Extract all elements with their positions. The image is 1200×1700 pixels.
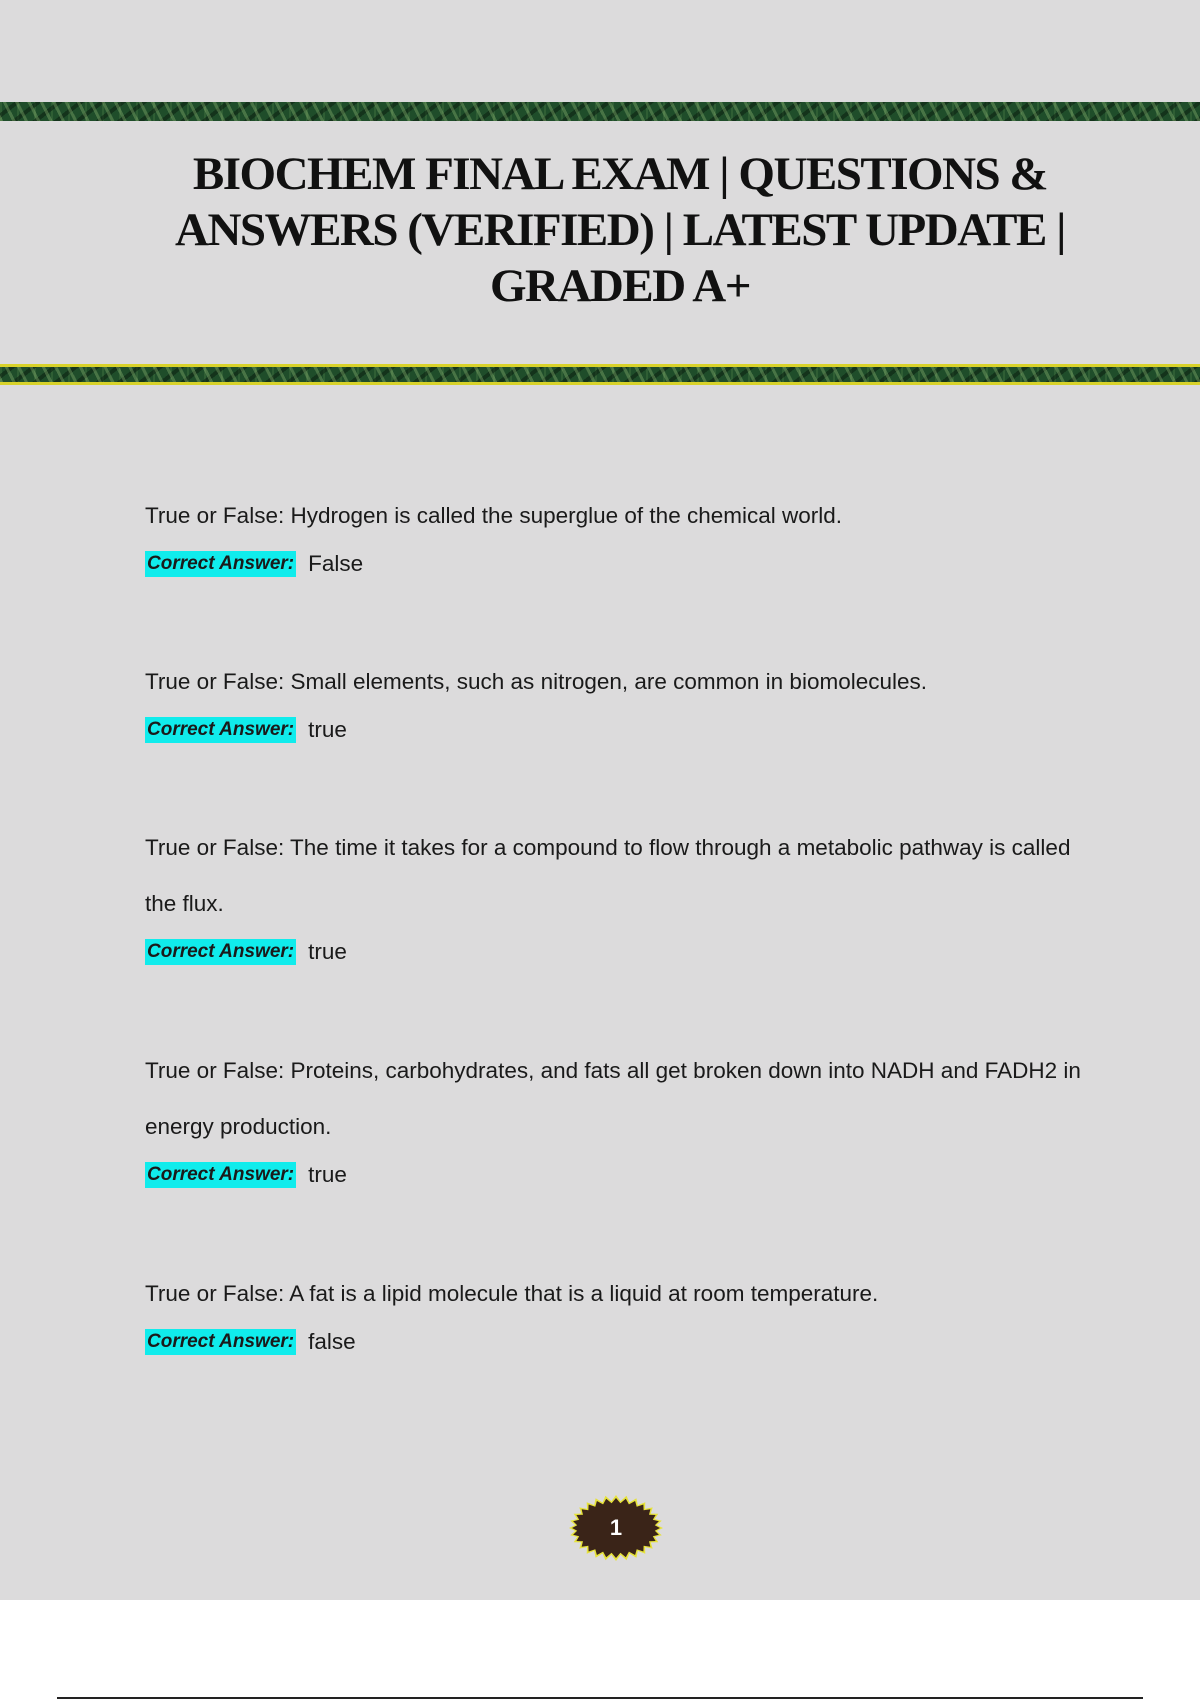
bottom-decorative-band bbox=[0, 364, 1200, 385]
answer-value: False bbox=[308, 551, 364, 576]
question-text: True or False: Small elements, such as nitrogen, are common in biomolecules. bbox=[145, 669, 928, 694]
document-title: BIOCHEM FINAL EXAM | QUESTIONS & ANSWERS (VERIFIED) | LATEST UPDATE | GRADED A+ bbox=[175, 148, 1065, 312]
correct-answer-label: Correct Answer: bbox=[145, 939, 296, 965]
question-text: True or False: A fat is a lipid molecule that is a liquid at room temperature. bbox=[145, 1281, 879, 1306]
correct-answer-label: Correct Answer: bbox=[145, 717, 296, 743]
page-number-badge bbox=[568, 1494, 664, 1562]
question-text: True or False: Hydrogen is called the superglue of the chemical world. bbox=[145, 503, 843, 528]
answer-row bbox=[145, 1155, 1095, 1195]
correct-answer-label: Correct Answer: bbox=[145, 1329, 296, 1355]
answer-value: false bbox=[308, 1329, 356, 1354]
answer-row bbox=[145, 932, 1095, 972]
qa-item-3 bbox=[145, 820, 1095, 972]
answer-value: true bbox=[308, 939, 347, 964]
qa-item-1 bbox=[145, 488, 1095, 584]
correct-answer-label: Correct Answer: bbox=[145, 551, 296, 577]
qa-item-2 bbox=[145, 654, 1095, 750]
qa-item-4 bbox=[145, 1043, 1095, 1195]
page-number: 1 bbox=[609, 1515, 623, 1540]
answer-row bbox=[145, 710, 1095, 750]
qa-item-5 bbox=[145, 1266, 1095, 1362]
correct-answer-label: Correct Answer: bbox=[145, 1162, 296, 1188]
footer-rule bbox=[57, 1697, 1143, 1699]
answer-row bbox=[145, 544, 1095, 584]
answer-value: true bbox=[308, 1162, 347, 1187]
answer-row bbox=[145, 1322, 1095, 1362]
question-text: True or False: Proteins, carbohydrates, and fats all get broken down into NADH and FADH2 in energy production. bbox=[145, 1058, 1081, 1139]
question-text: True or False: The time it takes for a compound to flow through a metabolic pathway is called the flux. bbox=[145, 835, 1071, 916]
answer-value: true bbox=[308, 717, 347, 742]
top-decorative-band bbox=[0, 102, 1200, 121]
